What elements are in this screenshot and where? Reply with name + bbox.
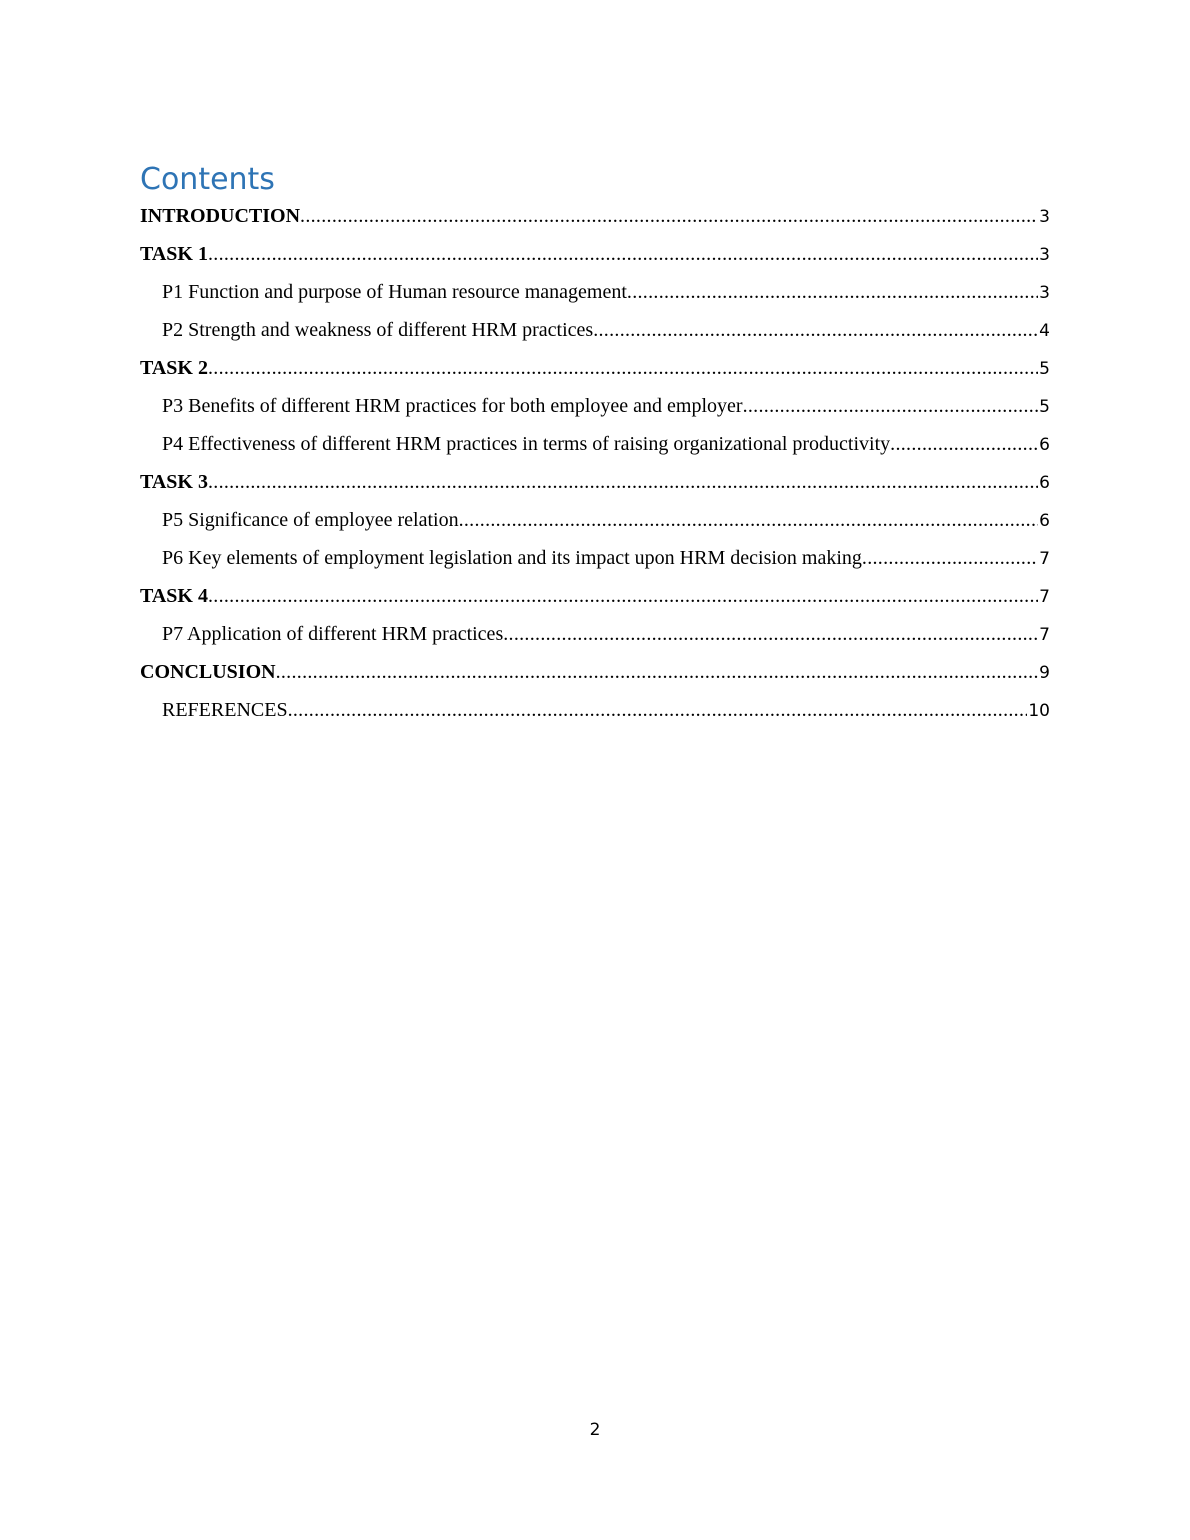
table-of-contents (140, 197, 1050, 729)
toc-dot-leader (208, 235, 1038, 273)
toc-entry-label: P7 Application of different HRM practices (162, 623, 504, 645)
toc-page-number: 3 (1039, 207, 1050, 227)
toc-dot-leader (862, 539, 1038, 577)
toc-page-number: 6 (1039, 511, 1050, 531)
toc-page-number: 6 (1039, 435, 1050, 455)
toc-entry-conclusion[interactable] (140, 653, 1050, 691)
toc-entry-label: P4 Effectiveness of different HRM practices in terms of raising organizational productivity (162, 433, 891, 455)
toc-entry-task-3[interactable] (140, 463, 1050, 501)
toc-entry-label: TASK 1 (140, 243, 208, 265)
toc-entry-label: TASK 4 (140, 585, 208, 607)
toc-entry-label: CONCLUSION (140, 661, 276, 683)
toc-entry-label: P5 Significance of employee relation (162, 509, 459, 531)
toc-entry-p4[interactable] (140, 425, 1050, 463)
toc-dot-leader (288, 691, 1028, 729)
toc-dot-leader (627, 273, 1038, 311)
toc-entry-label: P3 Benefits of different HRM practices for both employee and employer (162, 395, 743, 417)
page-title: Contents (140, 162, 275, 197)
toc-page-number: 4 (1039, 321, 1050, 341)
toc-dot-leader (208, 463, 1038, 501)
toc-entry-p5[interactable] (140, 501, 1050, 539)
toc-entry-p2[interactable] (140, 311, 1050, 349)
toc-entry-label: P1 Function and purpose of Human resource management (162, 281, 627, 303)
toc-entry-task-1[interactable] (140, 235, 1050, 273)
toc-page-number: 3 (1039, 245, 1050, 265)
toc-dot-leader (459, 501, 1039, 539)
toc-page-number: 7 (1039, 587, 1050, 607)
toc-entry-p3[interactable] (140, 387, 1050, 425)
toc-page-number: 7 (1039, 625, 1050, 645)
page-number: 2 (589, 1420, 601, 1440)
toc-dot-leader (593, 311, 1038, 349)
toc-entry-p6[interactable] (140, 539, 1050, 577)
toc-entry-p1[interactable] (140, 273, 1050, 311)
toc-dot-leader (208, 349, 1038, 387)
toc-page-number: 5 (1039, 359, 1050, 379)
toc-dot-leader (208, 577, 1038, 615)
toc-entry-task-4[interactable] (140, 577, 1050, 615)
toc-page-number: 6 (1039, 473, 1050, 493)
toc-page-number: 10 (1028, 701, 1050, 721)
toc-entry-task-2[interactable] (140, 349, 1050, 387)
toc-page-number: 5 (1039, 397, 1050, 417)
toc-entry-label: REFERENCES (162, 699, 288, 721)
toc-entry-label: P6 Key elements of employment legislation and its impact upon HRM decision making (162, 547, 862, 569)
toc-page-number: 7 (1039, 549, 1050, 569)
toc-entry-label: TASK 2 (140, 357, 208, 379)
toc-page-number: 3 (1039, 283, 1050, 303)
toc-dot-leader (890, 425, 1038, 463)
toc-entry-label: P2 Strength and weakness of different HRM practices (162, 319, 594, 341)
toc-dot-leader (276, 653, 1039, 691)
toc-dot-leader (300, 197, 1038, 235)
toc-entry-references[interactable] (140, 691, 1050, 729)
toc-page-number: 9 (1039, 663, 1050, 683)
toc-entry-p7[interactable] (140, 615, 1050, 653)
toc-entry-introduction[interactable] (140, 197, 1050, 235)
toc-dot-leader (743, 387, 1039, 425)
toc-entry-label: INTRODUCTION (140, 205, 301, 227)
toc-entry-label: TASK 3 (140, 471, 208, 493)
toc-dot-leader (503, 615, 1038, 653)
